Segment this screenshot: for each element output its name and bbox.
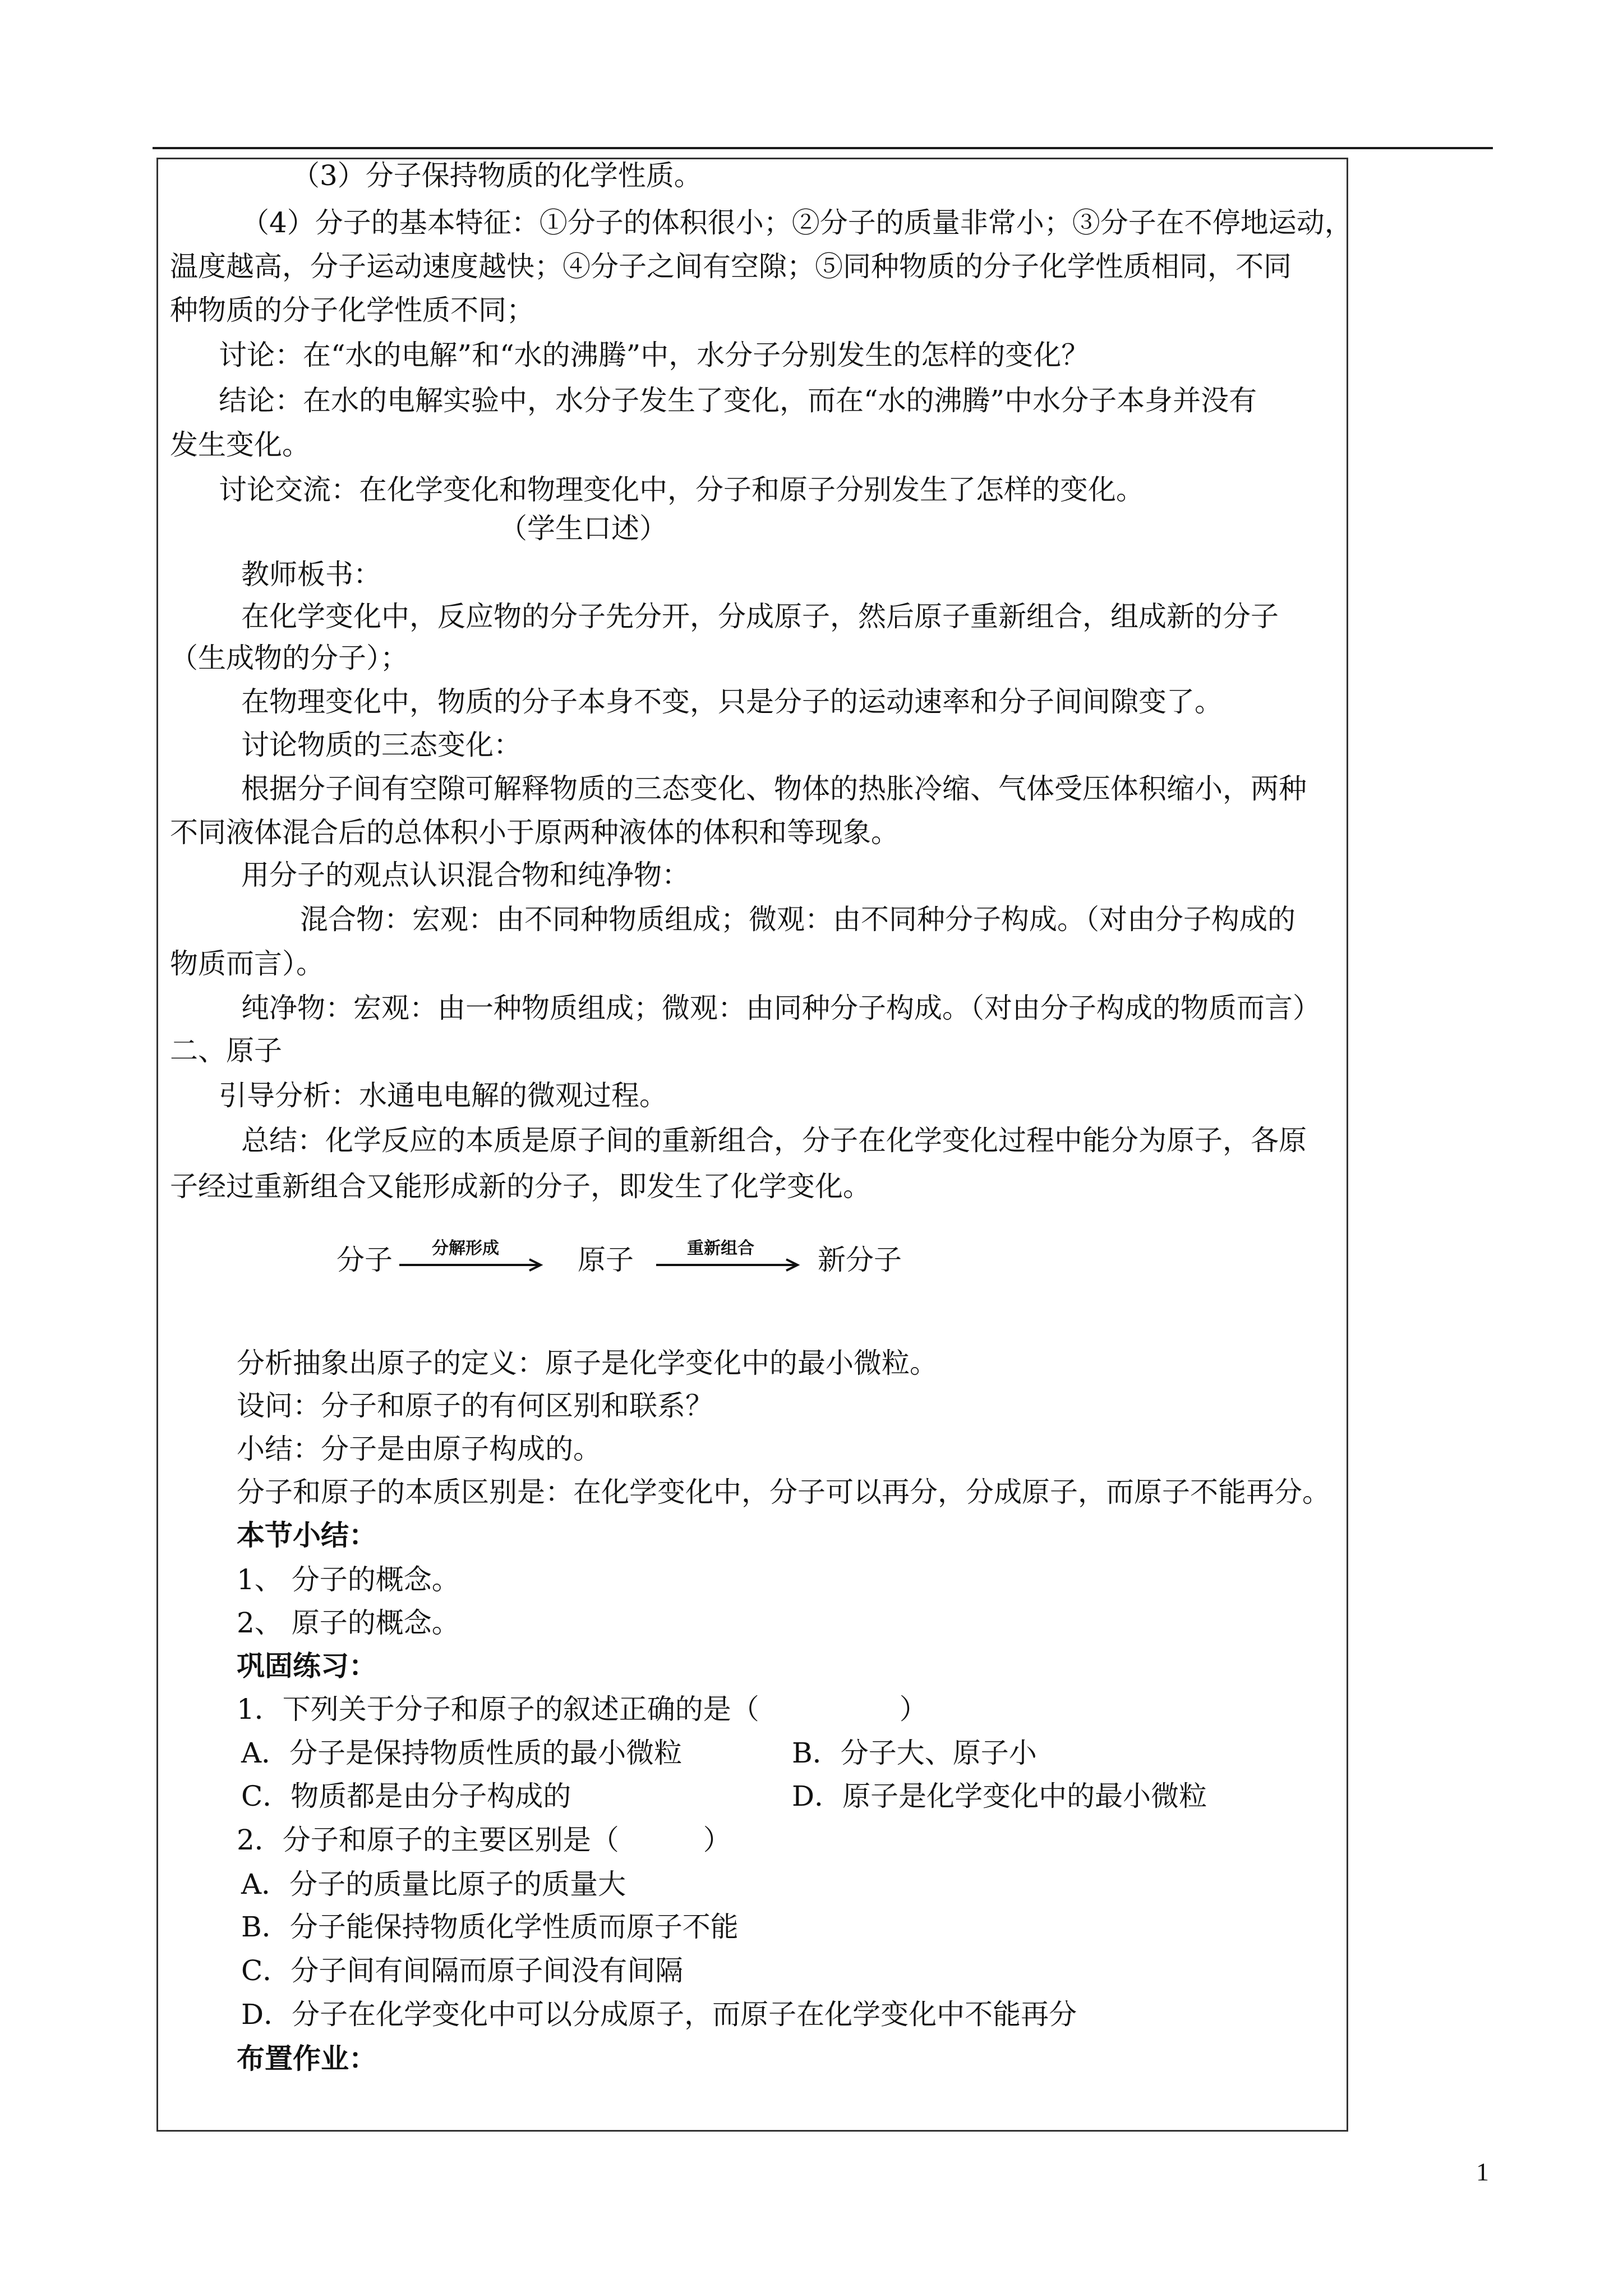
arrow-label-decompose: 分解形成 [432,1239,499,1258]
text-line: （生成物的分子）； [170,642,408,674]
text-line: 总结：化学反应的本质是原子间的重新组合，分子在化学变化过程中能分为原子，各原 [241,1124,1307,1157]
page-number: 1 [1476,2157,1489,2186]
text-line: 讨论物质的三态变化： [241,729,522,761]
text-line: 结论：在水的电解实验中，水分子发生了变化，而在“水的沸腾”中水分子本身并没有 [219,384,1257,417]
text-line: 纯净物：宏观：由一种物质组成；微观：由同种分子构成。（对由分子构成的物质而言） [241,992,1321,1024]
text-line: 引导分析：水通电电解的微观过程。 [219,1079,667,1112]
option-b: B．分子能保持物质化学性质而原子不能 [241,1911,739,1943]
text-line: 根据分子间有空隙可解释物质的三态变化、物体的热胀冷缩、气体受压体积缩小，两种 [241,772,1307,805]
homework-heading: 布置作业： [237,2042,377,2075]
text-line: 发生变化。 [170,429,310,461]
text-line: 讨论交流：在化学变化和物理变化中，分子和原子分别发生了怎样的变化。 [219,473,1144,506]
text-line: 小结：分子是由原子构成的。 [237,1433,601,1465]
text-line: 讨论：在“水的电解”和“水的沸腾”中，水分子分别发生的怎样的变化？ [219,339,1090,371]
list-item: 2、 原子的概念。 [237,1607,460,1639]
text-line: 温度越高，分子运动速度越快；④分子之间有空隙；⑤同种物质的分子化学性质相同，不同 [170,250,1292,283]
option-a: A．分子的质量比原子的质量大 [241,1868,626,1901]
header-rule [153,147,1493,149]
exercise-heading: 巩固练习： [237,1649,377,1682]
right-arrow-icon [399,1258,545,1272]
option-a: A．分子是保持物质性质的最小微粒 [241,1737,683,1769]
list-item: 1、 分子的概念。 [237,1563,460,1596]
text-line: 教师板书： [241,558,381,591]
right-arrow-icon [656,1258,802,1272]
section-heading: 二、原子 [170,1034,282,1067]
option-c: C．物质都是由分子构成的 [241,1780,571,1812]
diagram-molecule: 分子 [336,1244,393,1276]
option-d: D．分子在化学变化中可以分成原子，而原子在化学变化中不能再分 [241,1998,1077,2031]
question-1: 1．下列关于分子和原子的叙述正确的是（ ） [237,1693,928,1726]
question-2: 2．分子和原子的主要区别是（ ） [237,1824,731,1856]
text-line: （3）分子保持物质的化学性质。 [292,159,702,192]
text-line: 在化学变化中，反应物的分子先分开，分成原子，然后原子重新组合，组成新的分子 [241,600,1279,633]
text-line: 不同液体混合后的总体积小于原两种液体的体积和等现象。 [170,816,899,849]
option-c: C．分子间有间隔而原子间没有间隔 [241,1954,684,1987]
summary-heading: 本节小结： [237,1519,377,1552]
text-line: 物质而言）。 [170,947,324,980]
text-line: 用分子的观点认识混合物和纯净物： [241,859,690,891]
text-line: 子经过重新组合又能形成新的分子，即发生了化学变化。 [170,1170,871,1203]
option-b: B．分子大、原子小 [792,1737,1037,1769]
text-line: 分析抽象出原子的定义：原子是化学变化中的最小微粒。 [237,1347,938,1379]
text-line: 种物质的分子化学性质不同； [170,294,534,326]
option-d: D．原子是化学变化中的最小微粒 [792,1780,1207,1812]
text-line: （学生口述） [499,512,667,545]
text-line: 在物理变化中，物质的分子本身不变，只是分子的运动速率和分子间间隙变了。 [241,685,1223,718]
text-line: 设问：分子和原子的有何区别和联系？ [237,1389,713,1422]
text-line: （4）分子的基本特征：①分子的体积很小；②分子的质量非常小；③分子在不停地运动， [241,206,1353,239]
arrow-label-recombine: 重新组合 [687,1239,754,1258]
diagram-atom: 原子 [578,1244,634,1276]
diagram-new-molecule: 新分子 [818,1244,902,1276]
text-line: 分子和原子的本质区别是：在化学变化中，分子可以再分，分成原子，而原子不能再分。 [237,1476,1330,1508]
text-line: 混合物：宏观：由不同种物质组成；微观：由不同种分子构成。（对由分子构成的 [300,903,1295,936]
